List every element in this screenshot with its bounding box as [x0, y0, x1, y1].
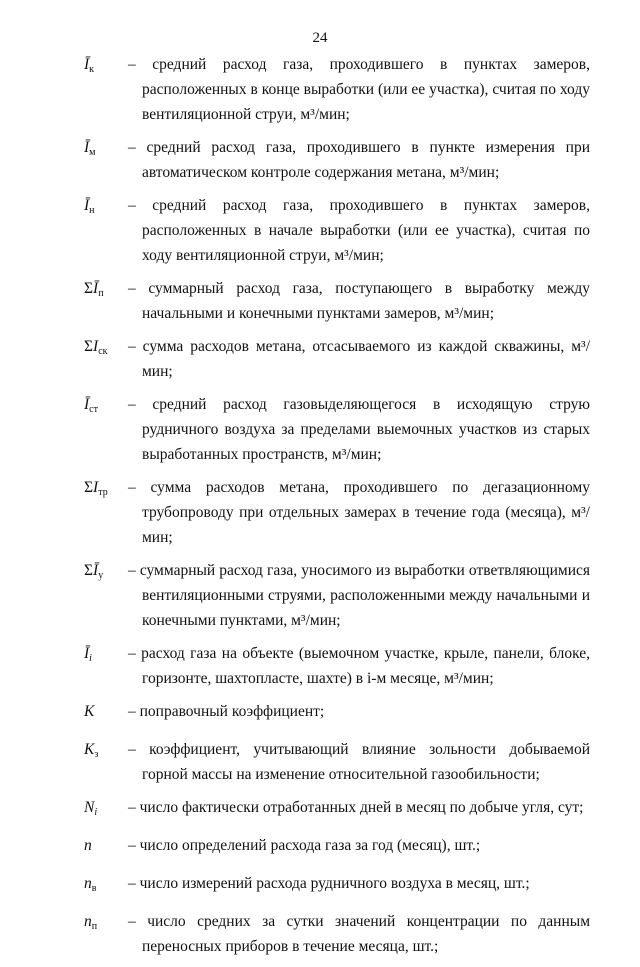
symbol-subscript: в: [91, 883, 97, 894]
definition-text: – средний расход газа, проходившего в пункте измерения при автоматическом контроле содержания метана, м³/мин;: [128, 139, 590, 181]
symbol-subscript: п: [98, 288, 104, 299]
symbol-base: Ī: [84, 396, 90, 413]
definition-symbol: [84, 475, 128, 505]
symbol-base: Ī: [93, 280, 99, 297]
sum-sign: Σ: [84, 479, 94, 496]
definition-symbol: [84, 641, 128, 671]
definition-text: – коэффициент, учитывающий влияние зольности добываемой горной массы на изменение относительной газообильности;: [128, 741, 590, 783]
definition-symbol: [84, 871, 128, 901]
definition-row: [84, 392, 590, 467]
symbol-base: N: [84, 799, 95, 816]
symbol-subscript: тр: [98, 487, 108, 498]
symbol-subscript: к: [89, 64, 95, 75]
definition-row: [84, 193, 590, 268]
symbol-base: Ī: [93, 562, 99, 579]
definition-row: [84, 276, 590, 326]
definition-text: – средний расход газа, проходившего в пунктах замеров, расположенных в конце выработки (или ее участка), считая по ходу вентиляционной струи, м³/мин;: [128, 56, 590, 123]
definition-symbol: [84, 135, 128, 165]
sum-sign: Σ: [84, 338, 94, 355]
definition-text: – число фактически отработанных дней в месяц по добыче угля, сут;: [128, 799, 584, 816]
definition-row: [84, 871, 590, 901]
definition-row: [84, 909, 590, 959]
symbol-subscript: м: [89, 147, 96, 158]
symbol-base: n: [84, 913, 92, 930]
sum-sign: Σ: [84, 562, 94, 579]
definition-symbol: [84, 558, 128, 588]
definition-text: – сумма расходов метана, проходившего по дегазационному трубопроводу при отдельных замерах в течение года (месяца), м³/мин;: [128, 479, 590, 546]
symbol-subscript: н: [89, 205, 95, 216]
definitions-list: [84, 52, 590, 967]
definition-row: [84, 475, 590, 550]
definition-row: [84, 641, 590, 691]
definition-text: – поправочный коэффициент;: [128, 703, 325, 720]
definition-symbol: [84, 392, 128, 422]
definition-row: [84, 737, 590, 787]
definition-row: [84, 135, 590, 185]
symbol-base: K: [84, 703, 95, 720]
definition-row: [84, 52, 590, 127]
definition-row: [84, 699, 590, 729]
symbol-subscript: п: [91, 921, 98, 932]
symbol-base: I: [93, 338, 99, 355]
definition-text: – число измерений расхода рудничного воздуха в месяц, шт.;: [128, 875, 530, 892]
definition-text: – число определений расхода газа за год (месяц), шт.;: [128, 837, 481, 854]
definition-text: – сумма расходов метана, отсасываемого из каждой скважины, м³/мин;: [128, 338, 590, 380]
definition-row: [84, 334, 590, 384]
symbol-base: K: [84, 741, 95, 758]
definition-symbol: [84, 795, 128, 825]
definition-text: – средний расход газовыделяющегося в исходящую струю рудничного воздуха за пределами выемочных участков из старых выработанных пространств, м³/мин;: [128, 396, 590, 463]
definition-text: – расход газа на объекте (выемочном участке, крыле, панели, блоке, горизонте, шахтопласте, шахте) в i-м месяце, м³/мин;: [128, 645, 590, 687]
definition-symbol: [84, 737, 128, 767]
definition-symbol: [84, 52, 128, 82]
definition-row: [84, 795, 590, 825]
page-number: 24: [312, 30, 328, 46]
symbol-base: I: [93, 479, 99, 496]
definition-symbol: [84, 909, 128, 939]
definition-symbol: [84, 193, 128, 223]
definition-symbol: [84, 334, 128, 364]
symbol-base: n: [84, 875, 92, 892]
symbol-base: n: [84, 837, 92, 854]
definition-symbol: [84, 276, 128, 306]
symbol-base: Ī: [84, 56, 90, 73]
symbol-base: Ī: [84, 197, 90, 214]
symbol-subscript: у: [98, 570, 104, 581]
symbol-base: Ī: [84, 645, 90, 662]
symbol-base: Ī: [84, 139, 90, 156]
definition-symbol: [84, 833, 128, 863]
sum-sign: Σ: [84, 280, 94, 297]
symbol-subscript: i: [89, 653, 92, 664]
symbol-subscript: i: [94, 807, 98, 818]
symbol-subscript: ск: [98, 346, 108, 357]
symbol-subscript: з: [94, 749, 99, 760]
definition-text: – суммарный расход газа, поступающего в выработку между начальными и конечными пунктами замеров, м³/мин;: [128, 280, 590, 322]
definition-text: – число средних за сутки значений концентрации по данным переносных приборов в течение месяца, шт.;: [128, 913, 590, 955]
definition-text: – средний расход газа, проходившего в пунктах замеров, расположенных в начале выработки (или ее участка), считая по ходу вентиляционной струи, м³/мин;: [128, 197, 590, 264]
definition-row: [84, 558, 590, 633]
definition-symbol: [84, 699, 128, 729]
definition-text: – суммарный расход газа, уносимого из выработки ответвляющимися вентиляционными струями, расположенными между начальными и конечными пунктами, м³/мин;: [128, 562, 590, 629]
definition-row: [84, 833, 590, 863]
symbol-subscript: ст: [89, 404, 98, 415]
